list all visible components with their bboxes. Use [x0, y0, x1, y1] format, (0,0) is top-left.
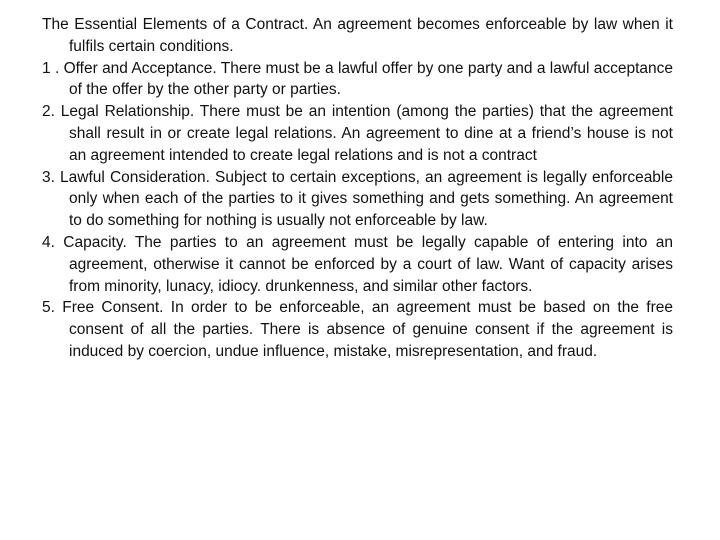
- capacity-paragraph: 4. Capacity. The parties to an agreement must be legally capable of entering into an agreement, otherwise it cannot be enforced by a court of law. Want of capacity arises from minority, lunacy, idiocy. drunkenness, and similar other factors.: [42, 233, 673, 295]
- intro-paragraph: The Essential Elements of a Contract. An agreement becomes enforceable by law when it fulfils certain conditions.: [42, 16, 673, 55]
- document-body: [42, 14, 673, 363]
- offer-acceptance-paragraph: 1 . Offer and Acceptance. There must be a lawful offer by one party and a lawful acceptance of the offer by the other party or parties.: [42, 59, 673, 99]
- legal-relationship-paragraph: 2. Legal Relationship. There must be an intention (among the parties) that the agreement shall result in or create legal relations. An agreement to dine at a friend’s house is not an agreement intended to create legal relations and is not a contract: [42, 103, 673, 164]
- free-consent-paragraph: 5. Free Consent. In order to be enforceable, an agreement must be based on the free consent of all the parties. There is absence of genuine consent if the agreement is induced by coercion, undue influence, mistake, misrepresentation, and fraud.: [42, 299, 673, 360]
- lawful-consideration-paragraph: 3. Lawful Consideration. Subject to certain exceptions, an agreement is legally enforceable only when each of the parties to it gives something and gets something. An agreement to do something for nothing is usually not enforceable by law.: [42, 168, 673, 230]
